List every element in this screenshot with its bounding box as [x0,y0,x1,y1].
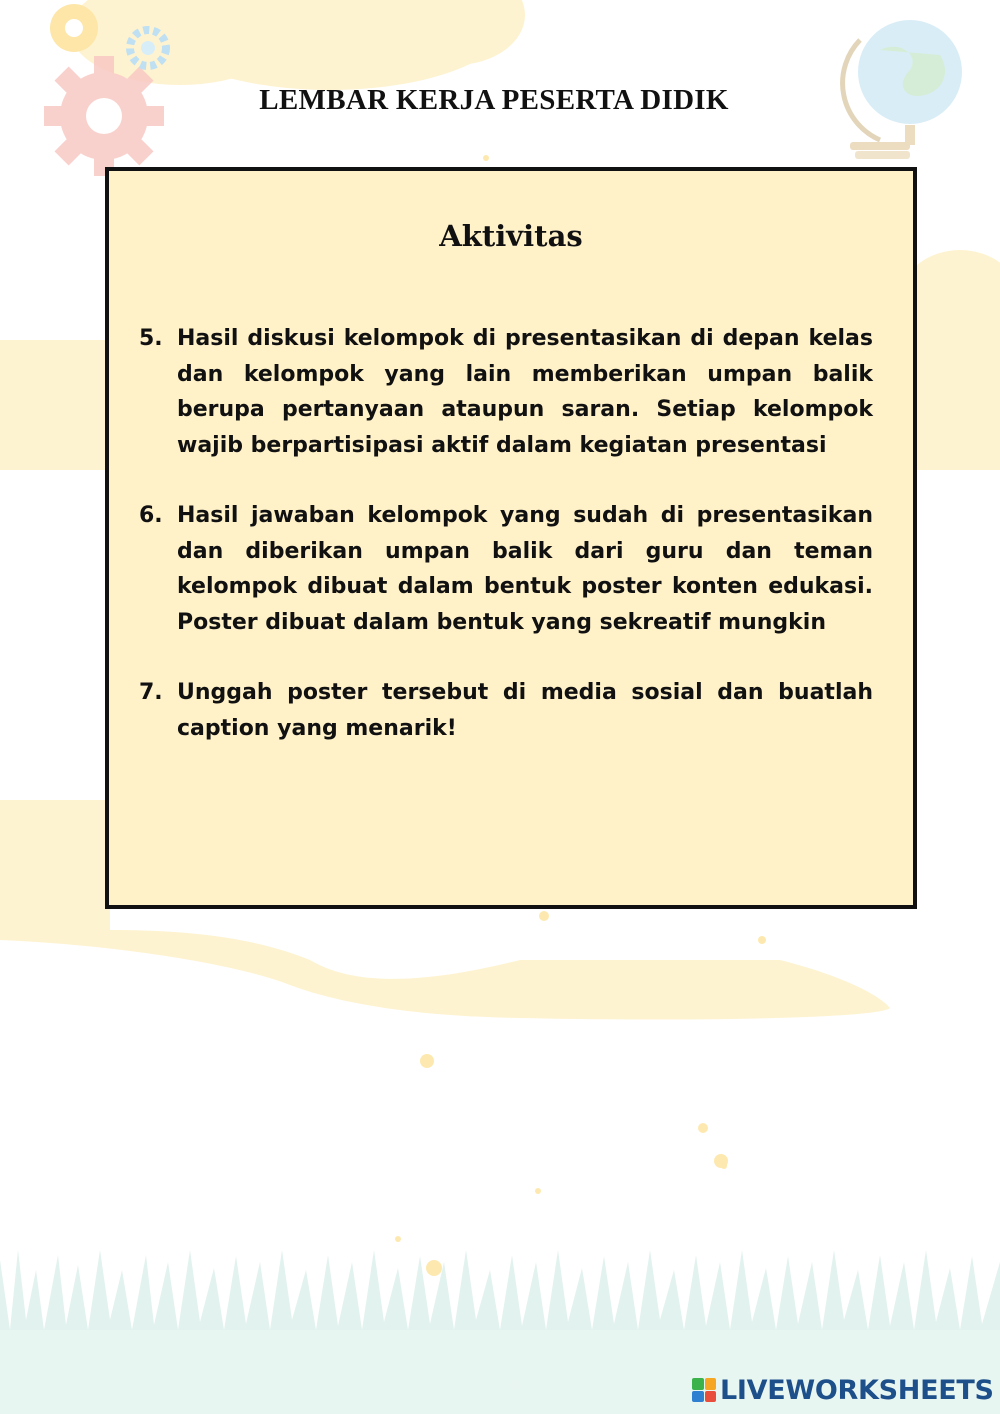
item-text: Hasil jawaban kelompok yang sudah di presentasikan dan diberikan umpan balik dari guru dan teman kelompok dibuat dalam bentuk poster konten edukasi. Poster dibuat dalam bentuk yang sekreatif mungkin [177,503,873,635]
item-number: 7. [139,680,163,705]
item-number: 5. [139,326,163,351]
cloud-left-shape [0,340,120,470]
item-number: 6. [139,503,163,528]
list-item [139,675,873,746]
item-text: Hasil diskusi kelompok di presentasikan di depan kelas dan kelompok yang lain memberikan umpan balik berupa pertanyaan ataupun saran. Setiap kelompok wajib berpartisipasi aktif dalam kegiatan presentasi [177,326,873,458]
list-item [139,498,873,640]
liveworksheets-watermark [692,1373,994,1407]
item-text: Unggah poster tersebut di media sosial dan buatlah caption yang menarik! [177,680,873,741]
liveworksheets-logo-icon [692,1378,716,1402]
gear-small-icon [50,4,98,52]
activity-list [139,321,873,781]
watermark-text: LIVEWORKSHEETS [720,1374,994,1406]
page-title: LEMBAR KERJA PESERTA DIDIK [259,84,729,116]
card-title: Aktivitas [439,219,583,253]
list-item [139,321,873,463]
activity-card [105,167,917,909]
